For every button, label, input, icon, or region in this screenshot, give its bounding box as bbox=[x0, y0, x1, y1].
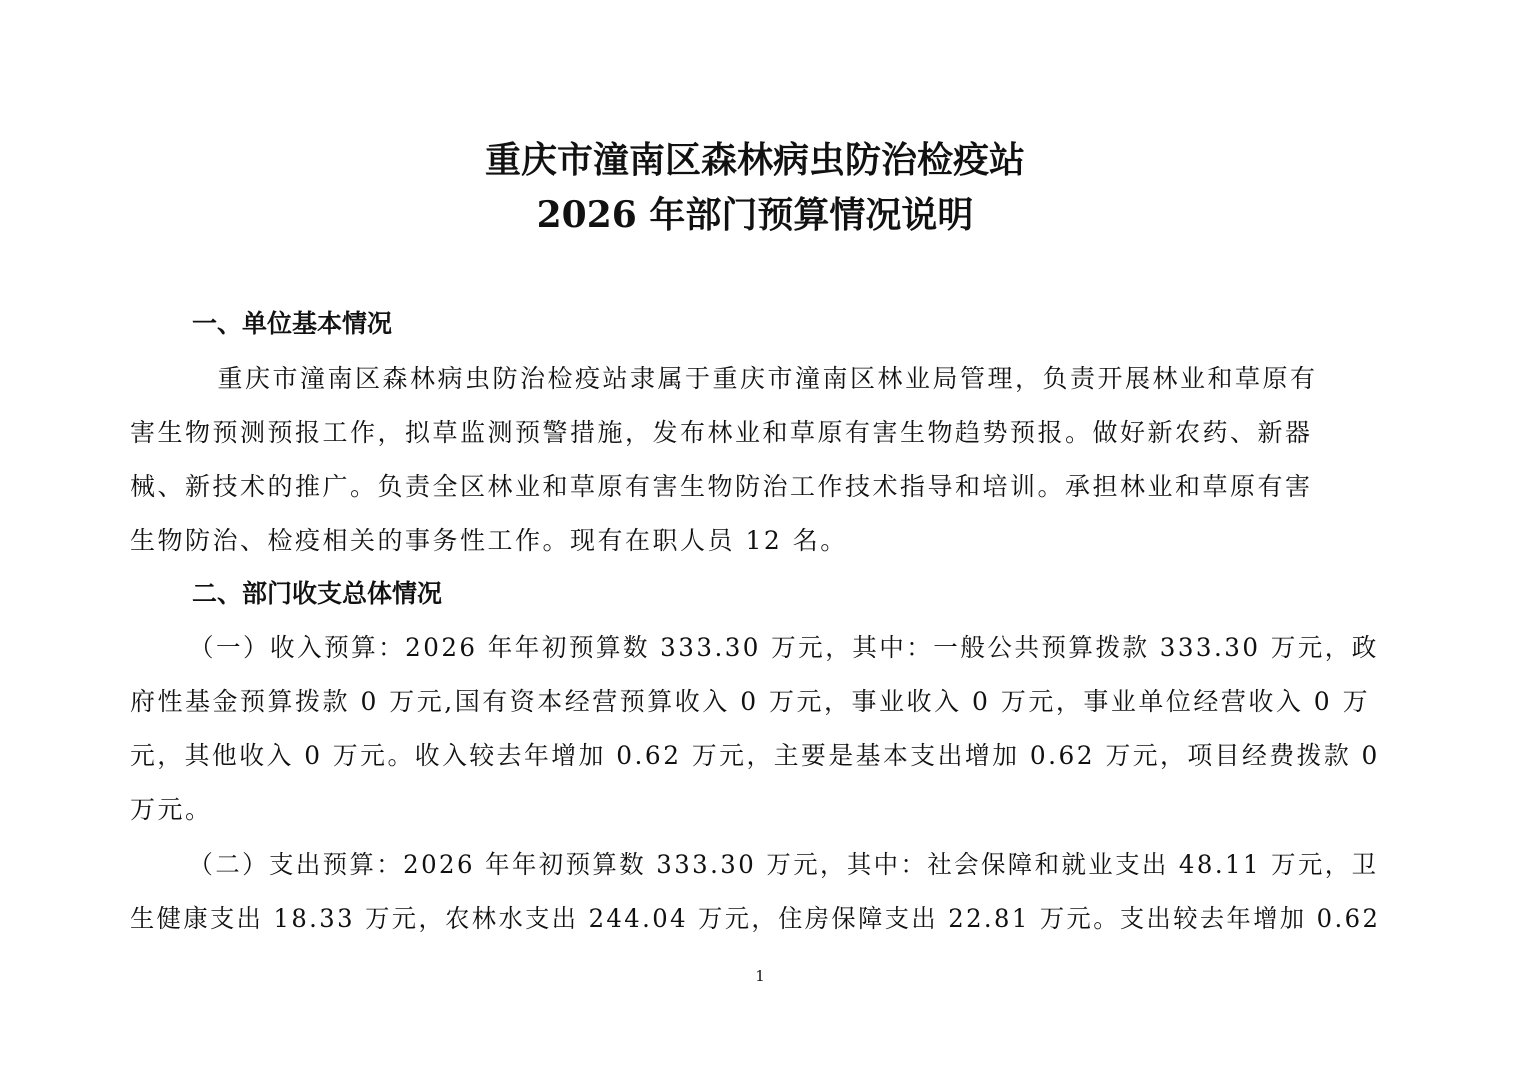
paragraph-line: 生物防治、检疫相关的事务性工作。现有在职人员 12 名。 bbox=[130, 526, 848, 555]
document-title: 重庆市潼南区森林病虫防治检疫站 bbox=[484, 139, 1025, 181]
basic-info-paragraph bbox=[130, 352, 1380, 568]
section-heading-budget-overview: 二、部门收支总体情况 bbox=[192, 579, 443, 608]
paragraph-line: 万元。 bbox=[130, 795, 213, 824]
page-number: 1 bbox=[755, 967, 765, 985]
document-subtitle: 2026 年部门预算情况说明 bbox=[536, 194, 974, 236]
paragraph-line: 府性基金预算拨款 0 万元,国有资本经营预算收入 0 万元，事业收入 0 万元，事业单位经营收入 0 万 bbox=[130, 687, 1371, 716]
paragraph-line: （一）收入预算：2026 年年初预算数 333.30 万元，其中：一般公共预算拨款 333.30 万元，政 bbox=[188, 633, 1379, 662]
paragraph-line: 械、新技术的推广。负责全区林业和草原有害生物防治工作技术指导和培训。承担林业和草原有害 bbox=[130, 472, 1313, 501]
paragraph-line: 元，其他收入 0 万元。收入较去年增加 0.62 万元，主要是基本支出增加 0.62 万元，项目经费拨款 0 bbox=[130, 741, 1380, 770]
paragraph-line: （二）支出预算：2026 年年初预算数 333.30 万元，其中：社会保障和就业支出 48.11 万元，卫 bbox=[188, 850, 1379, 879]
section-heading-basic-info: 一、单位基本情况 bbox=[192, 309, 393, 338]
income-budget-paragraph bbox=[130, 621, 1380, 837]
paragraph-line: 生健康支出 18.33 万元，农林水支出 244.04 万元，住房保障支出 22.81 万元。支出较去年增加 0.62 bbox=[130, 904, 1381, 933]
expense-budget-paragraph bbox=[130, 838, 1380, 946]
paragraph-line: 重庆市潼南区森林病虫防治检疫站隶属于重庆市潼南区林业局管理，负责开展林业和草原有 bbox=[190, 364, 1318, 393]
paragraph-line: 害生物预测预报工作，拟草监测预警措施，发布林业和草原有害生物趋势预报。做好新农药、新器 bbox=[130, 418, 1313, 447]
